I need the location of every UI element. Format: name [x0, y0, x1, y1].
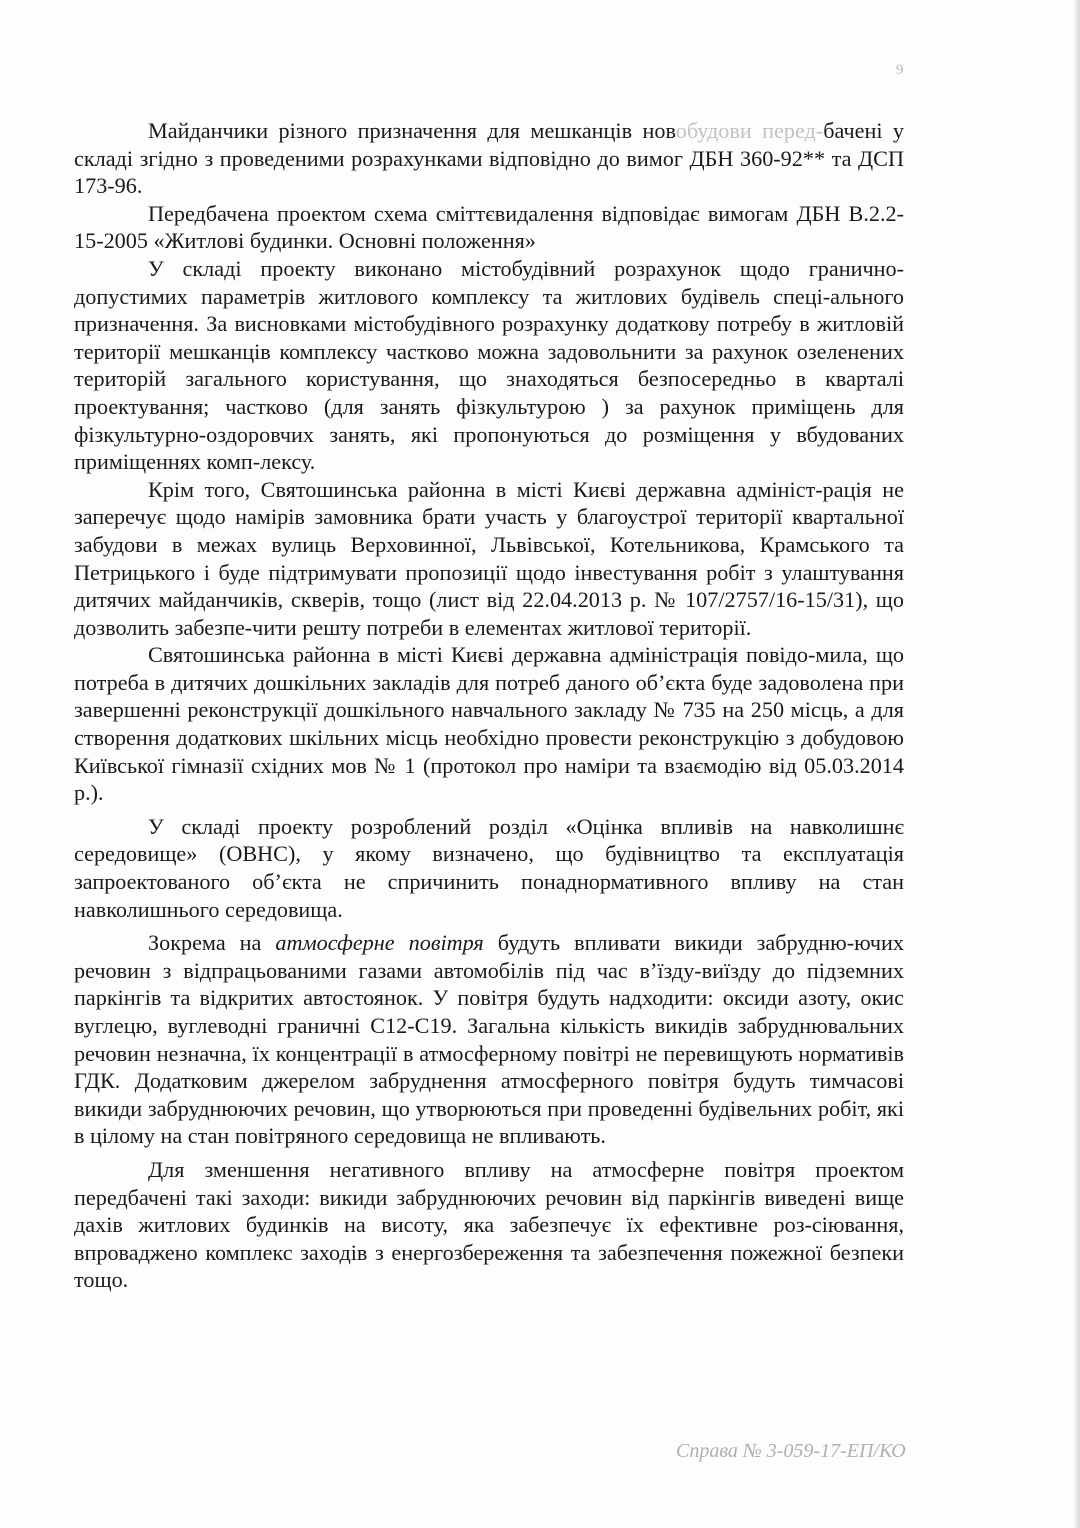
paragraph-text: Крім того, Святошинська районна в місті Києві державна адмініст-рація не заперечує щодо намірів замовника брати участь у благоустрої території квартальної забудови в межах вулиць Верховинної, Львівської, Котельникова, Крамського та Петрицького і буде підтримувати пропозиції щодо інвестування робіт з улаштування дитячих майданчиків, скверів, тощо (лист від 22.04.2013 р. № 107/2757/16-15/31), що дозволить забезпе-чити решту потреби в елементах житлової території.	[74, 476, 904, 640]
paragraph	[74, 200, 904, 255]
paragraph-text: Зокрема на	[148, 930, 276, 956]
emphasized-text: атмосферне повітря	[275, 930, 484, 956]
case-reference: Справа № 3-059-17-ЕП/КО	[676, 1440, 906, 1462]
page-number: 9	[896, 62, 904, 78]
paragraph	[74, 1156, 904, 1294]
paragraph	[74, 117, 904, 200]
paragraph-text: Майданчики різного призначення для мешканців нов	[148, 118, 676, 143]
scan-edge-shadow	[1074, 0, 1080, 1528]
paragraph-text: У складі проекту розроблений розділ «Оцінка впливів на навколишнє середовище» (ОВНС), у якому визначено, що будівництво та експлуатація запроектованого об’єкта не спричинить понаднормативного впливу на стан навколишнього середовища.	[74, 813, 904, 922]
paragraph	[74, 813, 904, 923]
paragraph-text: бачені у складі згідно з проведеними розрахунками відповідно до вимог ДБН 360-92** та ДСП 173-96.	[74, 118, 905, 199]
paragraph-text: будуть впливати викиди забрудню-ючих речовин з відпрацьованими газами автомобілів під час в’їзду-виїзду до підземних паркінгів та відкритих автостоянок. У повітря будуть надходити: оксиди азоту, окис вуглецю, вуглеводні граничні С12-С19. Загальна кількість викидів забруднювальних речовин незначна, їх концентрації в атмосферному повітрі не перевищують нормативів ГДК. Додатковим джерелом забруднення атмосферного повітря будуть тимчасові викиди забруднюючих речовин, що утворюються при проведенні будівельних робіт, які в цілому на стан повітряного середовища не впливають.	[74, 930, 904, 1149]
paragraph-text: У складі проекту виконано містобудівний розрахунок щодо гранично-допустимих параметрів житлового комплексу та житлових будівель спеці-ального призначення. За висновками містобудівного розрахунку додаткову потребу в житловій території мешканців комплексу частково можна задовольнити за рахунок озеленених територій загального користування, що знаходяться безпосередньо в кварталі проектування; частково (для занять фізкультурою ) за рахунок приміщень для фізкультурно-оздоровчих занять, які пропонуються до розміщення у вбудованих приміщеннях комп-лексу.	[74, 255, 904, 475]
paragraph	[74, 255, 904, 476]
paragraph-text: Для зменшення негативного впливу на атмосферне повітря проектом передбачені такі заходи: викиди забруднюючих речовин від паркінгів виведені вище дахів житлових будинків на висоту, яка забезпечує їх ефективне роз-сіювання, впроваджено комплекс заходів з енергозбереження та забезпечення пожежної безпеки тощо.	[74, 1156, 904, 1293]
paragraph-text: Святошинська районна в місті Києві державна адміністрація повідо-мила, що потреба в дитячих дошкільних закладів для потреб даного об’єкта буде задоволена при завершенні реконструкції дошкільного навчального закладу № 735 на 250 місць, а для створення додаткових шкільних місць необхідно провести реконструкцію з добудовою Київської гімназії східних мов № 1 (протокол про наміри та взаємодію від 05.03.2014 р.).	[74, 642, 904, 806]
paragraph-text: обудови перед-	[675, 118, 824, 143]
document-body	[74, 117, 904, 1294]
paragraph	[74, 641, 904, 807]
paragraph	[74, 476, 904, 642]
paragraph	[74, 929, 904, 1150]
paragraph-text: Передбачена проектом схема сміттєвидалення відповідає вимогам ДБН В.2.2-15-2005 «Житлові будинки. Основні положення»	[74, 200, 904, 254]
